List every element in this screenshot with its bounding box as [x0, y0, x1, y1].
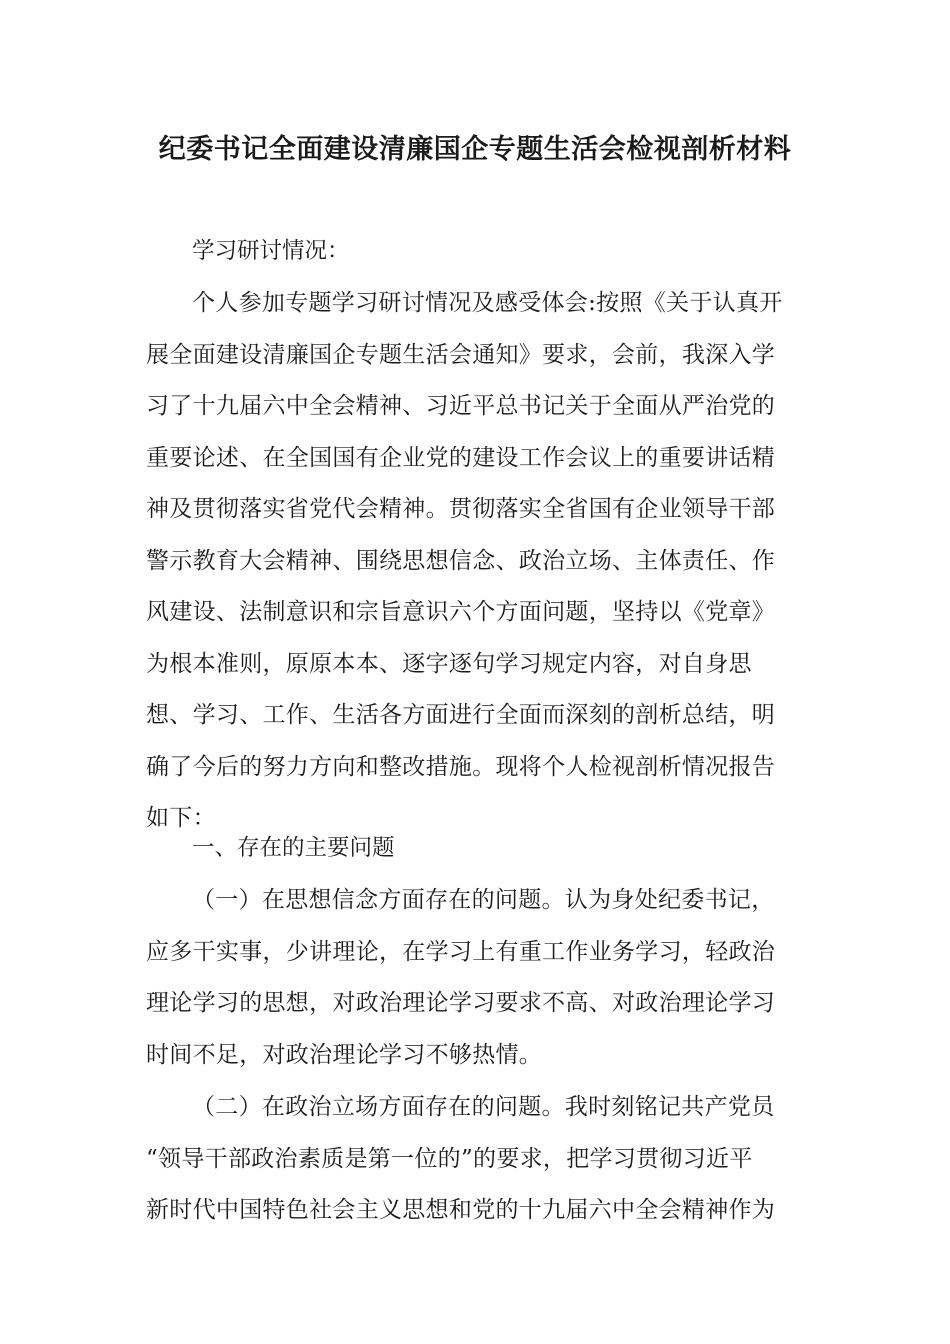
paragraph-line: 为根本准则，原原本本、逐字逐句学习规定内容，对自身思	[146, 650, 752, 677]
paragraph-line: （一）在思想信念方面存在的问题。认为身处纪委书记，	[192, 887, 775, 913]
paragraph-line: 神及贯彻落实省党代会精神。贯彻落实全省国有企业领导干部	[146, 496, 776, 522]
problem-item-political-stance	[146, 1082, 806, 1237]
section-heading-main-problems: 一、存在的主要问题	[192, 835, 395, 861]
problem-item-ideology	[146, 875, 806, 1081]
paragraph-line: 确了今后的努力方向和整改措施。现将个人检视剖析情况报告	[146, 753, 776, 780]
paragraph-line: 时间不足，对政治理论学习不够热情。	[146, 1041, 543, 1068]
section-heading-study: 学习研讨情况：	[192, 238, 350, 264]
paragraph-line: “领导干部政治素质是第一位的”的要求，把学习贯彻习近平	[146, 1145, 753, 1172]
paragraph-line: 应多干实事，少讲理论，在学习上有重工作业务学习，轻政治	[146, 938, 776, 965]
paragraph-line: 展全面建设清廉国企专题生活会通知》要求，会前，我深入学	[146, 341, 776, 368]
paragraph-line: 如下：	[146, 805, 216, 831]
paragraph-line: 个人参加专题学习研讨情况及感受体会:按照《关于认真开	[192, 290, 783, 316]
paragraph-line: 风建设、法制意识和宗旨意识六个方面问题，坚持以《党章》	[146, 599, 776, 625]
paragraph-line: 理论学习的思想，对政治理论学习要求不高、对政治理论学习	[146, 990, 776, 1016]
paragraph-line: 重要论述、在全国国有企业党的建设工作会议上的重要讲话精	[146, 444, 776, 471]
paragraph-line: （二）在政治立场方面存在的问题。我时刻铭记共产党员	[192, 1094, 775, 1120]
document-title: 纪委书记全面建设清廉国企专题生活会检视剖析材料	[158, 134, 792, 165]
paragraph-line: 警示教育大会精神、围绕思想信念、政治立场、主体责任、作	[146, 547, 776, 574]
paragraph-line: 想、学习、工作、生活各方面进行全面而深刻的剖析总结，明	[146, 702, 776, 728]
intro-paragraph	[146, 278, 806, 845]
paragraph-line: 习了十九届六中全会精神、习近平总书记关于全面从严治党的	[146, 393, 776, 419]
paragraph-line: 新时代中国特色社会主义思想和党的十九届六中全会精神作为	[146, 1197, 776, 1223]
